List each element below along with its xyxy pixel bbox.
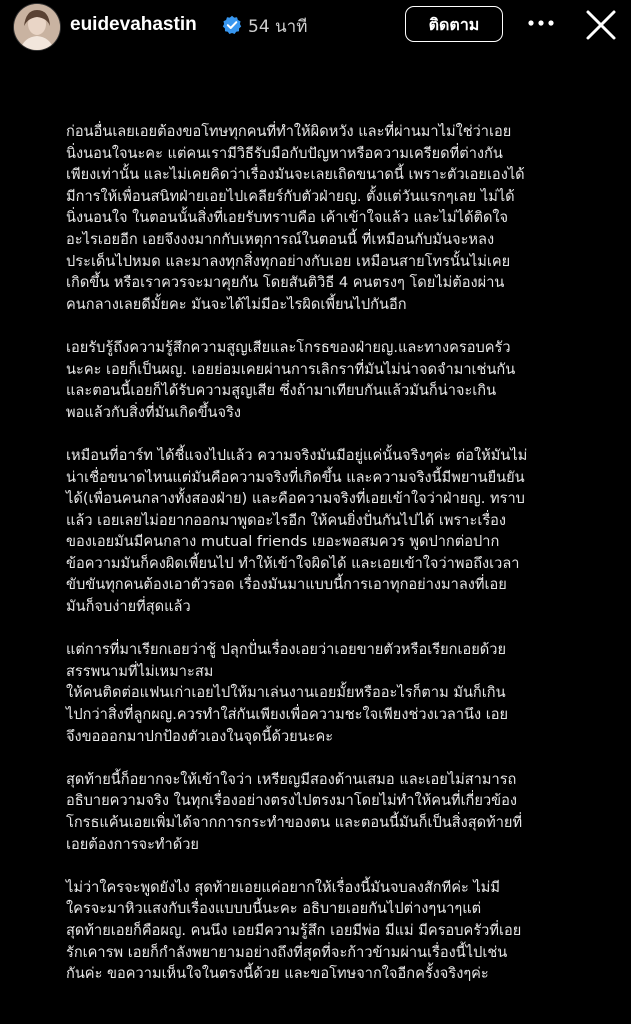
statement-line: กันค่ะ ขอความเห็นใจในตรงนี้ด้วย และขอโทษจากใจอีกครั้งจริงๆค่ะ: [66, 965, 489, 983]
statement-line: นิ่งนอนใจ ในตอนนั้นสิ่งที่เอยรับทราบคือ เค้าเข้าใจแล้ว และไม่ได้ติดใจ: [66, 209, 509, 227]
statement-line: ประเด็นไปหมด และมาลงทุกสิ่งทุกอย่างกับเอย เหมือนสายโทรนั้นไม่เคย: [66, 252, 511, 270]
statement-line: ได้(เพื่อนคนกลางทั้งสองฝ่าย) และคือความจริงที่เอยเข้าใจว่าฝ่ายญ. ทราบ: [66, 490, 525, 508]
more-dots-icon[interactable]: [526, 8, 556, 38]
avatar-portrait-icon: [14, 4, 60, 50]
statement-line: ก่อนอื่นเลยเอยต้องขอโทษทุกคนที่ทำให้ผิดหวัง และที่ผ่านมาไม่ใช่ว่าเอย: [66, 123, 512, 140]
statement-line: นิ่งนอนใจนะคะ แต่คนเรามีวิธีรับมือกับปัญหาหรือความเครียดที่ต่างกัน: [66, 144, 503, 162]
statement-line: อะไรเอยอีก เอยจึงงงมากกับเหตุการณ์ในตอนนี้ ที่เหมือนกับมันจะหลง: [66, 230, 495, 248]
statement-paragraph: [66, 445, 606, 618]
statement-line: ขับขันทุกคนต้องเอาตัวรอด เรื่องมันมาแบบนี้การเอาทุกอย่างมาลงที่เอย: [66, 576, 507, 594]
statement-line: แล้ว เอยเลยไม่อยากออกมาพูดอะไรอีก ให้คนยิ่งปั่นกันไปได้ เพราะเรื่อง: [66, 511, 507, 529]
statement-line: คนกลางเลยดีมั้ยคะ มันจะได้ไม่มีอะไรผิดเพี้ยนไปกันอีก: [66, 295, 407, 313]
statement-text: [66, 121, 606, 1006]
statement-line: ให้คนติดต่อแฟนเก่าเอยไปให้มาเล่นงานเอยมั้ยหรืออะไรก็ตาม มันก็เกิน: [66, 684, 506, 702]
statement-line: ไปกว่าสิ่งที่ลูกผญ.ควรทำใส่กันเพียงเพื่อความชะใจเพียงช่วงเวลานึง เอย: [66, 706, 509, 724]
statement-line: ใครจะมาหิวแสงกับเรื่องแบบบนี้นะคะ อธิบายเอยกันไปต่างๆนาๆแต่: [66, 900, 482, 918]
verified-badge-icon: [222, 15, 242, 35]
statement-line: เอยรับรู้ถึงความรู้สึกความสูญเสียและโกรธของฝ่ายญ.และทางครอบครัว: [66, 338, 511, 356]
statement-line: นะคะ เอยก็เป็นผญ. เอยย่อมเคยผ่านการเลิกราที่มันไม่น่าจดจำมาเช่นกัน: [66, 360, 516, 378]
avatar[interactable]: [14, 4, 60, 50]
statement-line: เกิดขึ้น หรือเราควรจะมาคุยกัน โดยสันติวิธี 4 คนตรงๆ โดยไม่ต้องผ่าน: [66, 274, 505, 292]
statement-line: ไม่ว่าใครจะพูดยังไง สุดท้ายเอยแค่อยากให้เรื่องนี้มันจบลงสักทีค่ะ ไม่มี: [66, 878, 501, 896]
statement-line: เพียงเท่านั้น และไม่เคยคิดว่าเรื่องมันจะเลยเถิดขนาดนี้ เพราะตัวเอยเองได้: [66, 166, 525, 184]
statement-line: โกรธแค้นเอยเพิ่มได้จากการกระทำของตน และตอนนี้มันก็เป็นสิ่งสุดท้ายที่: [66, 814, 523, 831]
statement-paragraph: [66, 877, 606, 985]
statement-line: ของเอยมันมีคนกลาง mutual friends เยอะพอสมควร พูดปากต่อปาก: [66, 533, 500, 551]
statement-line: สุดท้ายเอยก็คือผญ. คนนึง เอยมีความรู้สึก เอยมีพ่อ มีแม่ มีครอบครัวที่เอย: [66, 921, 522, 939]
statement-paragraph: [66, 639, 606, 747]
statement-line: สรรพนามที่ไม่เหมาะสม: [66, 662, 214, 680]
statement-line: เหมือนที่อาร์ท ได้ชี้แจงไปแล้ว ความจริงมันมีอยู่แค่นั้นจริงๆค่ะ ต่อให้มันไม่: [66, 446, 528, 464]
statement-line: มีการให้เพื่อนสนิทฝ่ายเอยไปเคลียร์กับตัวฝ่ายญ. ตั้งแต่วันแรกๆเลย ไม่ได้: [66, 187, 515, 205]
statement-line: และตอนนี้เอยก็ได้รับความสูญเสีย ซึ่งถ้ามาเทียบกันแล้วมันก็น่าจะเกิน: [66, 382, 497, 400]
story-header: [0, 0, 631, 60]
username[interactable]: euidevahastin: [70, 14, 197, 35]
statement-paragraph: [66, 769, 606, 855]
statement-line: จึงขอออกมาปกป้องตัวเองในจุดนี้ด้วยนะคะ: [66, 727, 334, 745]
close-icon[interactable]: [582, 6, 620, 44]
statement-paragraph: [66, 337, 606, 423]
statement-line: มันก็จบง่ายที่สุดแล้ว: [66, 598, 191, 616]
statement-line: รักเคารพ เอยก็กำลังพยายามอย่างถึงที่สุดที่จะก้าวข้ามผ่านเรื่องนี้ไปเช่น: [66, 943, 508, 961]
statement-line: แต่การที่มาเรียกเอยว่าชู้ ปลุกปั่นเรื่องเอยว่าเอยขายตัวหรือเรียกเอยด้วย: [66, 641, 506, 659]
statement-line: พอแล้วกับสิ่งที่มันเกิดขึ้นจริง: [66, 403, 242, 421]
statement-paragraph: [66, 121, 606, 315]
statement-line: ข้อความมันก็คงผิดเพี้ยนไป ทำให้เข้าใจผิดได้ และเอยเข้าใจว่าพอถึงเวลา: [66, 554, 520, 572]
post-time: 54 นาที: [248, 17, 308, 37]
statement-line: สุดท้ายนี้ก็อยากจะให้เข้าใจว่า เหรียญมีสองด้านเสมอ และเอยไม่สามารถ: [66, 770, 517, 788]
statement-line: น่าเชื่อขนาดไหนแต่มันคือความจริงที่เกิดขึ้น และความจริงนี้มีพยานยืนยัน: [66, 468, 525, 486]
statement-line: เอยต้องการจะทำด้วย: [66, 835, 199, 853]
statement-line: อธิบายความจริง ในทุกเรื่องอย่างตรงไปตรงมาโดยไม่ทำให้คนที่เกี่ยวข้อง: [66, 792, 518, 810]
follow-button[interactable]: ติดตาม: [405, 6, 503, 42]
